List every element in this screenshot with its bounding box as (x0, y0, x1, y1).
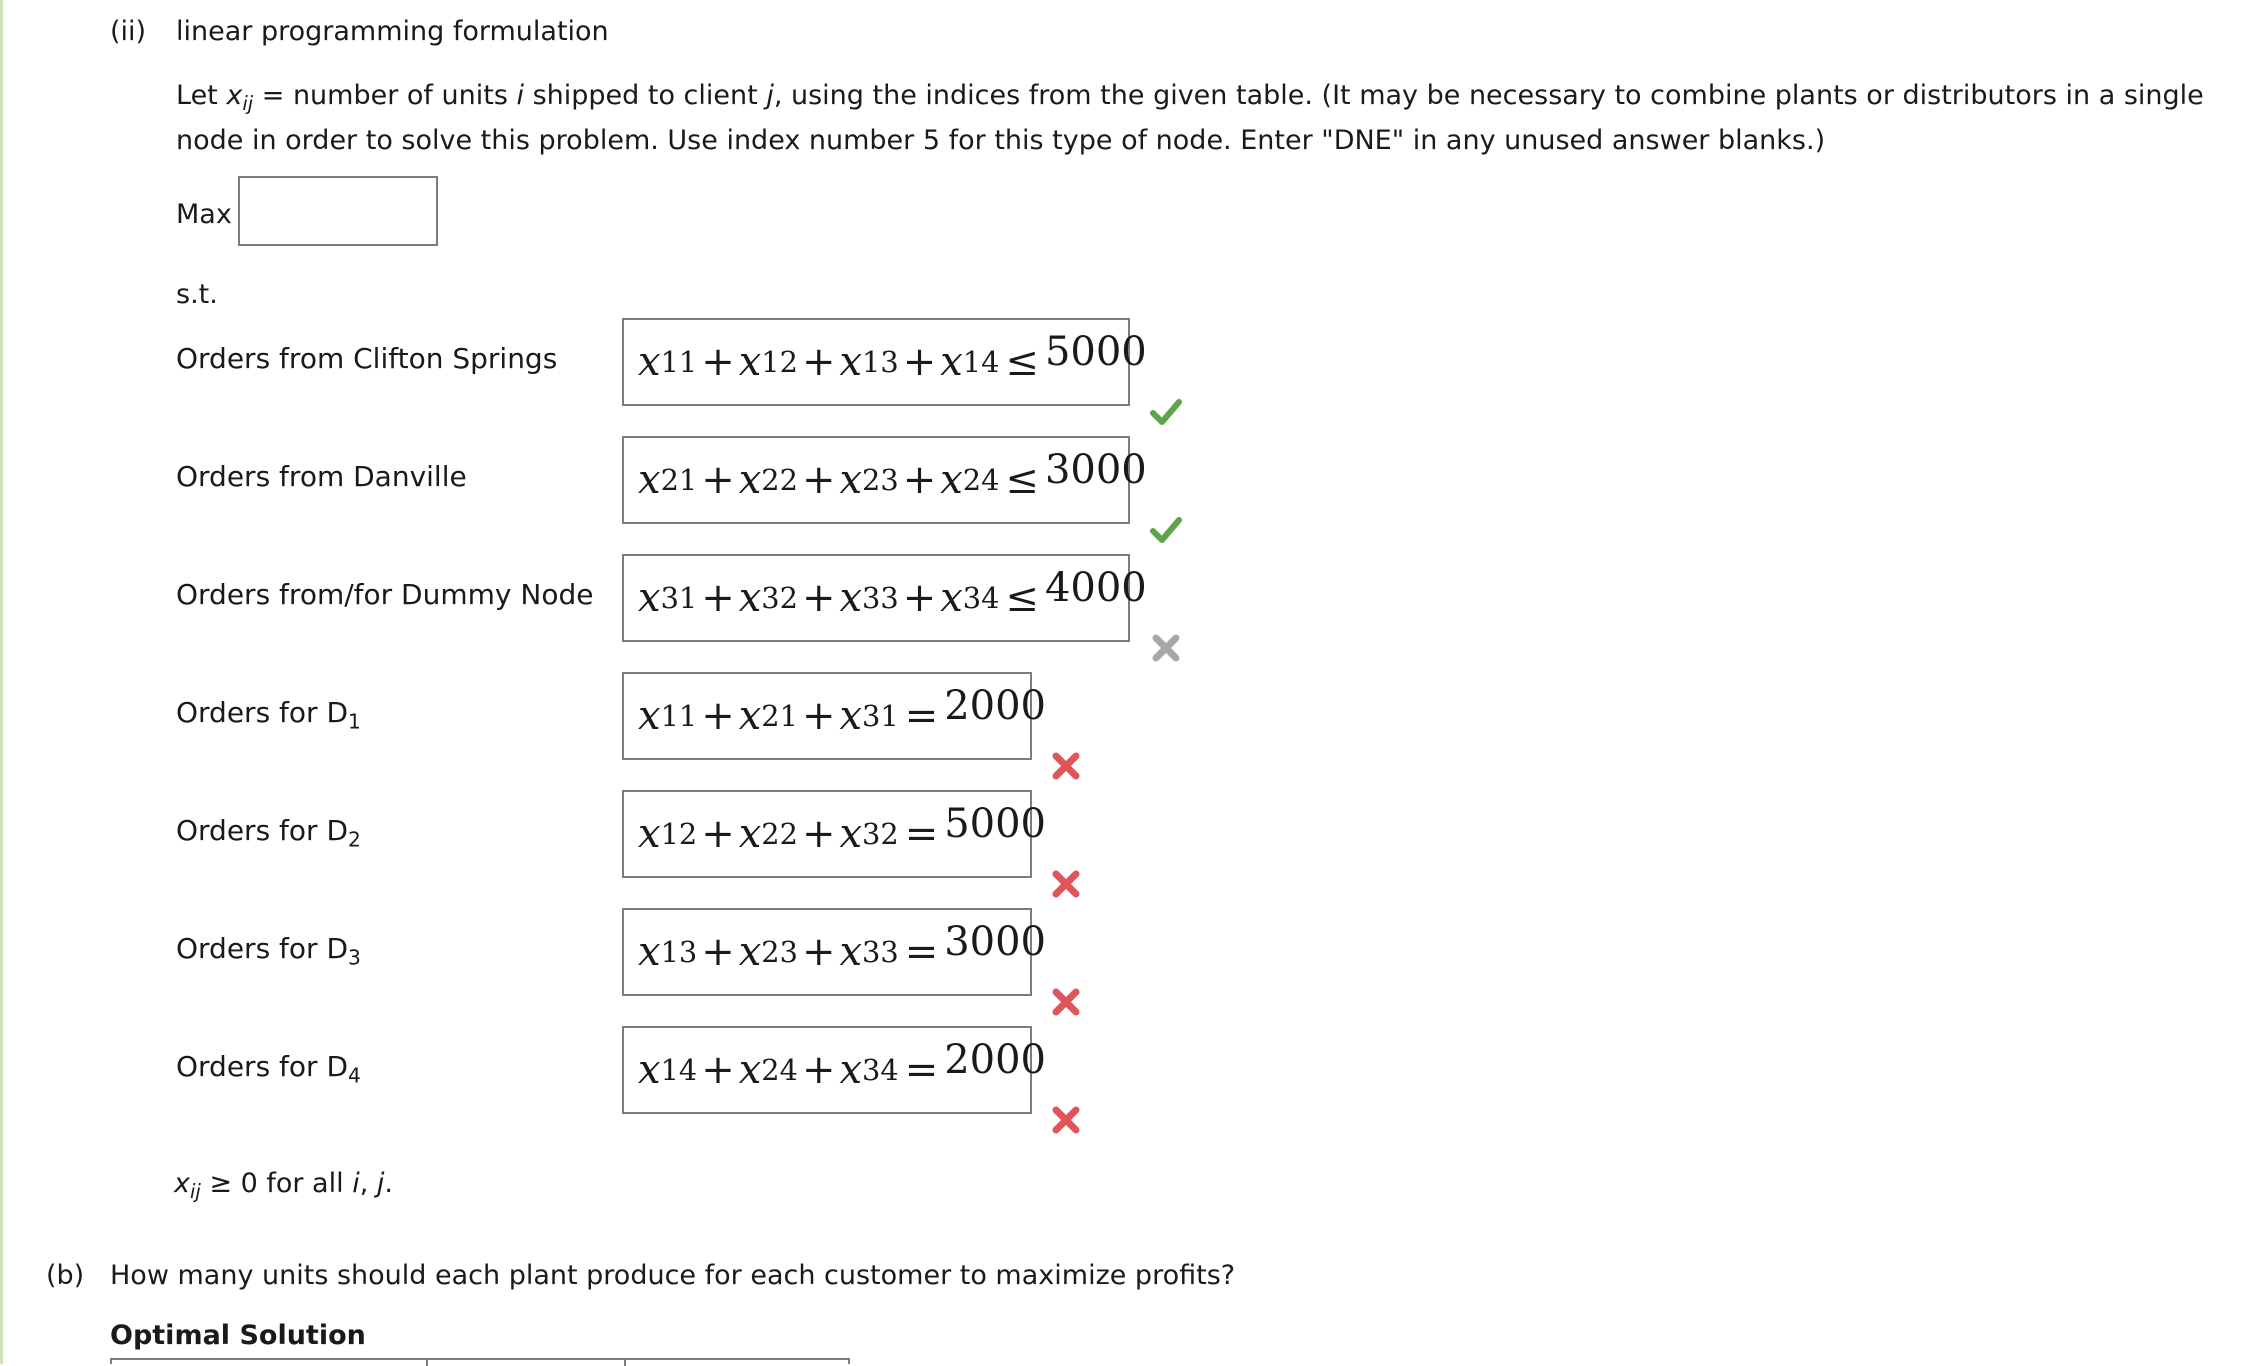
part-b-question: How many units should each plant produce for each customer to maximize profits? (110, 1260, 1236, 1291)
nonneg-sub: ij (189, 1180, 201, 1204)
nonneg-end: . (384, 1168, 393, 1199)
constraint-label (176, 578, 593, 611)
constraint-label (176, 932, 361, 969)
variable-x: x (940, 457, 963, 503)
constraint-label-text: Orders for D (176, 932, 349, 965)
constraint-input[interactable] (622, 554, 1147, 642)
constraint-label-text: Orders for D (176, 814, 349, 847)
relation-operator: ≤ (1005, 575, 1039, 621)
plus-operator: + (801, 1047, 836, 1093)
optimal-solution-table (110, 1358, 850, 1364)
plus-operator: + (701, 575, 735, 621)
variable-x: x (839, 339, 863, 385)
constraint-input[interactable] (622, 436, 1147, 524)
variable-subscript: 21 (660, 463, 698, 497)
rhs-value: 5000 (1044, 329, 1147, 375)
st-label: s.t. (176, 279, 218, 310)
plus-operator: + (701, 693, 735, 739)
part-title: linear programming formulation (176, 16, 609, 47)
plus-operator: + (701, 1047, 735, 1093)
variable-subscript: 24 (962, 463, 1000, 497)
max-objective-input[interactable] (238, 176, 438, 246)
constraint-label-sub: 3 (348, 945, 361, 970)
constraint-input[interactable] (622, 1026, 1046, 1114)
instruction-paragraph (176, 74, 2216, 163)
variable-subscript: 13 (862, 345, 899, 379)
variable-x: x (638, 929, 661, 975)
nonneg-var: x (174, 1168, 190, 1199)
variable-subscript: 13 (660, 935, 698, 969)
gray-cross-icon (1148, 630, 1184, 666)
variable-x: x (638, 811, 661, 857)
plus-operator: + (701, 457, 735, 503)
constraint-label (176, 342, 557, 375)
red-cross-icon (1048, 1102, 1084, 1138)
variable-x: x (638, 575, 661, 621)
variable-x: x (839, 457, 863, 503)
check-icon (1148, 394, 1184, 430)
variable-subscript: 21 (761, 699, 798, 733)
variable-x: x (738, 1047, 762, 1093)
variable-x: x (839, 693, 863, 739)
instruction-var: x (226, 80, 243, 111)
check-icon (1148, 512, 1184, 548)
table-column-divider (624, 1360, 626, 1366)
rhs-value: 3000 (944, 919, 1046, 965)
variable-subscript: 22 (761, 817, 798, 851)
red-cross-icon (1048, 984, 1084, 1020)
variable-x: x (940, 339, 963, 385)
constraint-label-text: Orders for D (176, 696, 349, 729)
plus-operator: + (701, 811, 735, 857)
plus-operator: + (801, 811, 836, 857)
constraint-label-sub: 1 (348, 709, 361, 734)
variable-subscript: 11 (660, 699, 698, 733)
plus-operator: + (801, 339, 836, 385)
instruction-text-a: = number of units (253, 80, 517, 111)
variable-x: x (638, 1047, 661, 1093)
red-cross-icon (1048, 866, 1084, 902)
variable-x: x (738, 339, 762, 385)
rhs-value: 5000 (944, 801, 1046, 847)
instruction-i: i (516, 80, 524, 111)
constraint-label-text: Orders for D (176, 1050, 349, 1083)
plus-operator: + (801, 457, 836, 503)
optimal-solution-heading: Optimal Solution (110, 1320, 366, 1351)
variable-subscript: 23 (761, 935, 798, 969)
variable-subscript: 32 (862, 817, 899, 851)
variable-x: x (638, 457, 661, 503)
constraint-input[interactable] (622, 672, 1046, 760)
variable-subscript: 23 (862, 463, 899, 497)
nonneg-j: j (376, 1168, 385, 1199)
constraint-input[interactable] (622, 908, 1046, 996)
constraint-label (176, 814, 361, 851)
rhs-value: 2000 (944, 683, 1046, 729)
max-label: Max (176, 199, 232, 230)
instruction-text-c: , using the indices from the given table. (It may be necessary to combine plants or distributors in a single (773, 80, 2204, 111)
plus-operator: + (701, 339, 735, 385)
constraint-input[interactable] (622, 318, 1147, 406)
relation-operator: ≤ (1005, 457, 1039, 503)
nonneg-text: ≥ 0 for all (200, 1168, 353, 1199)
nonneg-comma: , (359, 1168, 377, 1199)
variable-x: x (839, 811, 863, 857)
variable-x: x (638, 693, 661, 739)
plus-operator: + (902, 457, 937, 503)
rhs-value: 2000 (944, 1037, 1046, 1083)
variable-subscript: 12 (660, 817, 698, 851)
table-column-divider (426, 1360, 428, 1366)
rhs-value: 4000 (1044, 565, 1147, 611)
instruction-text-b: shipped to client (524, 80, 767, 111)
variable-x: x (738, 929, 762, 975)
plus-operator: + (801, 929, 836, 975)
constraint-label-text: Orders from/for Dummy Node (176, 578, 594, 611)
instruction-line-1 (176, 74, 2216, 119)
variable-subscript: 14 (660, 1053, 698, 1087)
relation-operator: = (904, 811, 939, 857)
variable-subscript: 31 (660, 581, 698, 615)
constraint-label-sub: 4 (348, 1063, 361, 1088)
variable-subscript: 24 (761, 1053, 798, 1087)
constraint-label (176, 696, 361, 733)
variable-x: x (839, 929, 863, 975)
nonnegativity-line (174, 1162, 393, 1207)
variable-subscript: 12 (761, 345, 798, 379)
constraint-label-sub: 2 (348, 827, 361, 852)
variable-subscript: 33 (862, 935, 899, 969)
plus-operator: + (902, 575, 937, 621)
relation-operator: = (904, 929, 939, 975)
part-b-number: (b) (46, 1260, 85, 1291)
variable-subscript: 31 (862, 699, 899, 733)
instruction-lead: Let (176, 80, 227, 111)
red-cross-icon (1048, 748, 1084, 784)
constraint-input[interactable] (622, 790, 1046, 878)
part-number: (ii) (110, 16, 147, 47)
plus-operator: + (902, 339, 937, 385)
constraint-label (176, 460, 467, 493)
variable-x: x (839, 1047, 863, 1093)
constraint-label-text: Orders from Danville (176, 460, 467, 493)
plus-operator: + (701, 929, 735, 975)
instruction-j: j (766, 80, 774, 111)
constraint-label (176, 1050, 361, 1087)
left-rule (0, 0, 3, 1364)
variable-x: x (738, 693, 762, 739)
instruction-line-2: node in order to solve this problem. Use index number 5 for this type of node. Enter "DNE" in any unused answer blanks.) (176, 125, 1826, 157)
variable-subscript: 22 (761, 463, 798, 497)
nonneg-i: i (352, 1168, 360, 1199)
variable-x: x (738, 811, 762, 857)
variable-x: x (638, 339, 661, 385)
relation-operator: ≤ (1005, 339, 1039, 385)
plus-operator: + (801, 575, 836, 621)
relation-operator: = (904, 1047, 939, 1093)
variable-subscript: 11 (660, 345, 698, 379)
variable-subscript: 34 (862, 1053, 899, 1087)
variable-subscript: 14 (962, 345, 1000, 379)
variable-subscript: 33 (862, 581, 899, 615)
variable-x: x (839, 575, 863, 621)
plus-operator: + (801, 693, 836, 739)
rhs-value: 3000 (1044, 447, 1147, 493)
variable-subscript: 32 (761, 581, 798, 615)
variable-x: x (738, 575, 762, 621)
constraint-label-text: Orders from Clifton Springs (176, 342, 558, 375)
variable-x: x (940, 575, 963, 621)
relation-operator: = (904, 693, 939, 739)
instruction-var-sub: ij (242, 92, 254, 116)
variable-x: x (738, 457, 762, 503)
variable-subscript: 34 (962, 581, 1000, 615)
